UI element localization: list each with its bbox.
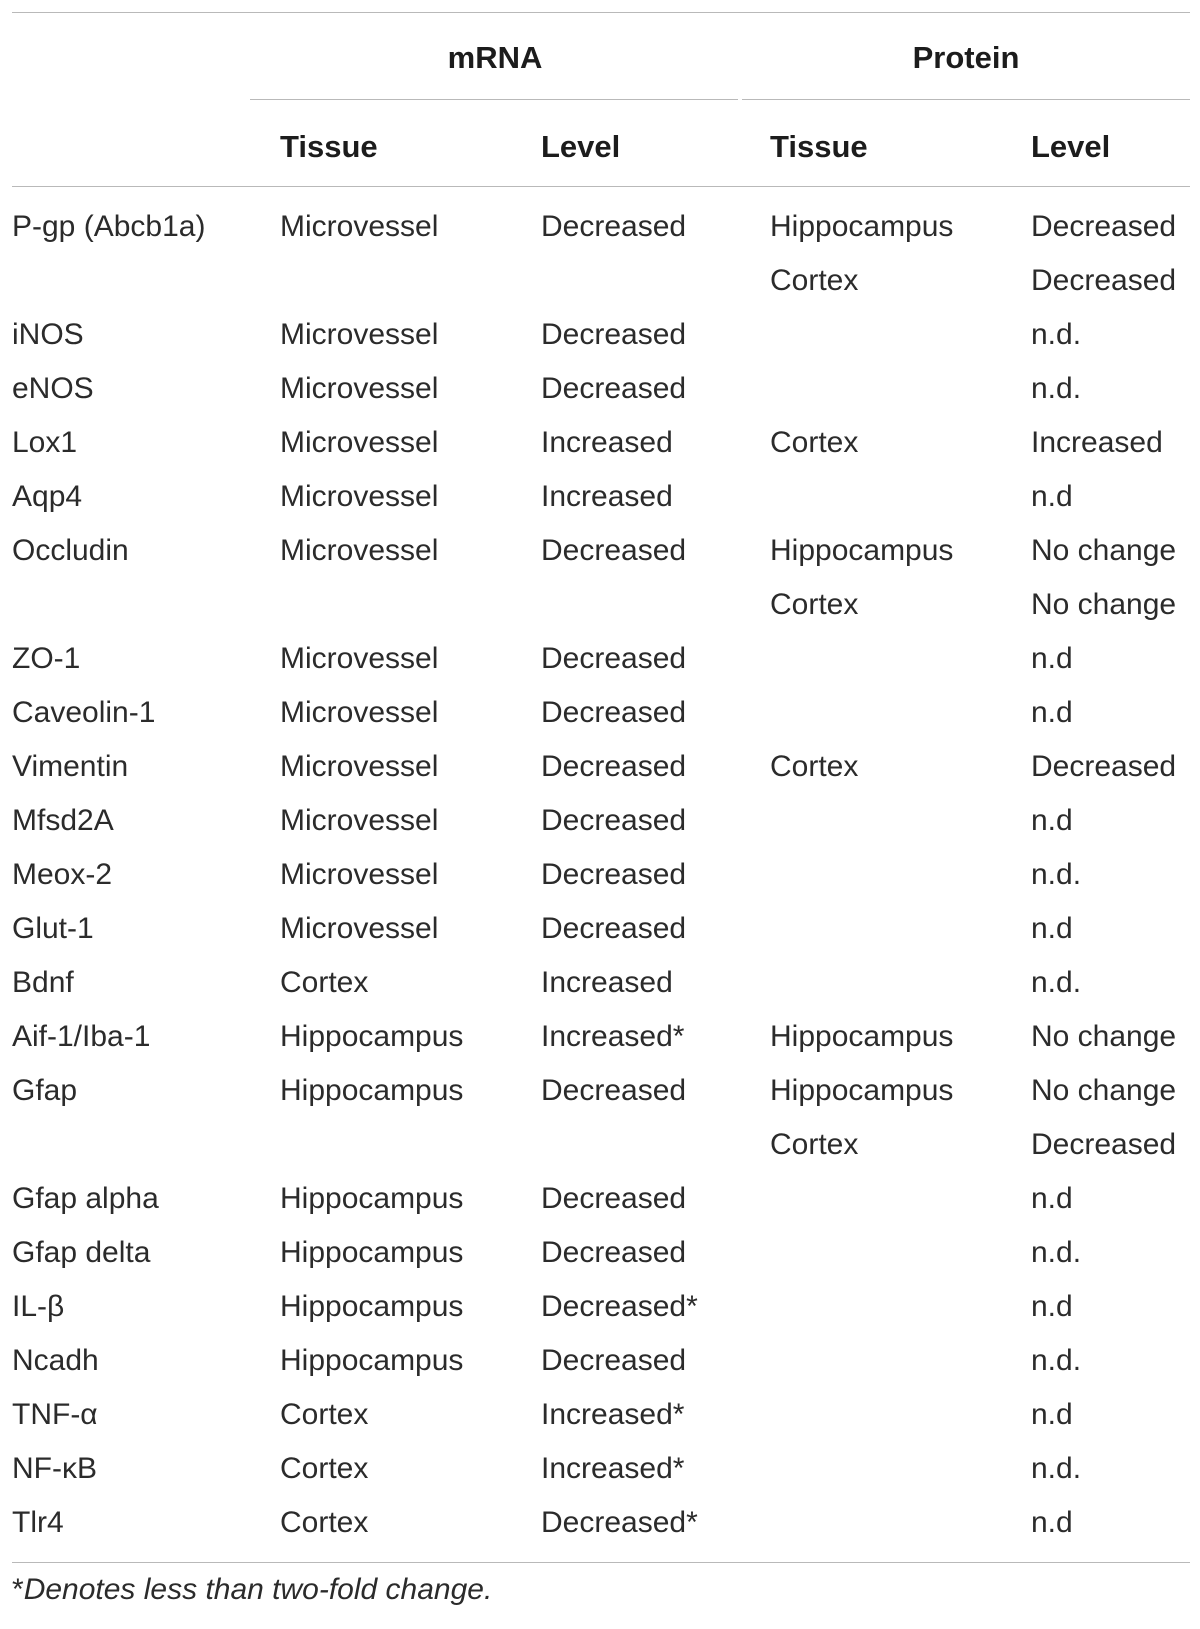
table-row xyxy=(0,1228,1190,1282)
protein-level-cell: No change xyxy=(1031,534,1177,567)
protein-level-cell: n.d xyxy=(1031,804,1073,837)
protein-level-cell: n.d xyxy=(1031,480,1073,513)
footnote-marker: * xyxy=(12,1573,24,1606)
protein-level-cell: Decreased xyxy=(1031,750,1177,783)
mrna-level-cell: Decreased xyxy=(541,912,687,945)
gene-cell: IL-β xyxy=(12,1290,65,1323)
table-row xyxy=(0,202,1190,256)
protein-level-cell: Decreased xyxy=(1031,1128,1177,1161)
table-row xyxy=(0,364,1190,418)
protein-level-cell: n.d xyxy=(1031,1290,1073,1323)
table-footnote xyxy=(12,1573,492,1607)
mrna-tissue-cell: Hippocampus xyxy=(280,1290,464,1323)
mrna-level-cell: Decreased xyxy=(541,642,687,675)
table-row xyxy=(0,1336,1190,1390)
header-bottom-rule xyxy=(12,186,1190,187)
table-row xyxy=(0,796,1190,850)
table-row xyxy=(0,1390,1190,1444)
table-row xyxy=(0,958,1190,1012)
mrna-tissue-cell: Hippocampus xyxy=(280,1074,464,1107)
protein-tissue-cell: Cortex xyxy=(770,750,859,783)
table-row xyxy=(0,472,1190,526)
gene-cell: Ncadh xyxy=(12,1344,99,1377)
gene-cell: Vimentin xyxy=(12,750,129,783)
protein-tissue-cell: Cortex xyxy=(770,264,859,297)
table-row xyxy=(0,256,1190,310)
table-row xyxy=(0,418,1190,472)
protein-tissue-cell: Cortex xyxy=(770,1128,859,1161)
gene-cell: TNF-α xyxy=(12,1398,98,1431)
table-body xyxy=(0,202,1190,1552)
protein-level-cell: n.d xyxy=(1031,642,1073,675)
mrna-tissue-cell: Microvessel xyxy=(280,426,439,459)
table-row xyxy=(0,310,1190,364)
mrna-tissue-cell: Microvessel xyxy=(280,858,439,891)
protein-level-cell: Decreased xyxy=(1031,264,1177,297)
gene-cell: NF-κB xyxy=(12,1452,97,1485)
protein-group-header: Protein xyxy=(912,40,1020,75)
table-row xyxy=(0,850,1190,904)
protein-tissue-cell: Hippocampus xyxy=(770,1020,954,1053)
gene-cell: Aif-1/Iba-1 xyxy=(12,1020,151,1053)
protein-level-cell: n.d. xyxy=(1031,858,1082,891)
mrna-level-cell: Increased xyxy=(541,480,673,513)
protein-level-cell: Decreased xyxy=(1031,210,1177,243)
mrna-level-cell: Decreased xyxy=(541,318,687,351)
protein-level-cell: No change xyxy=(1031,1020,1177,1053)
gene-cell: Meox-2 xyxy=(12,858,113,891)
table-row xyxy=(0,1282,1190,1336)
table-row xyxy=(0,580,1190,634)
gene-cell: P-gp (Abcb1a) xyxy=(12,210,206,243)
protein-level-cell: n.d xyxy=(1031,912,1073,945)
mrna-tissue-cell: Cortex xyxy=(280,1398,369,1431)
table-row xyxy=(0,1444,1190,1498)
protein-tissue-cell: Cortex xyxy=(770,426,859,459)
protein-group-rule xyxy=(742,99,1190,100)
mrna-level-cell: Increased xyxy=(541,426,673,459)
protein-level-cell: Increased xyxy=(1031,426,1163,459)
mrna-level-cell: Decreased xyxy=(541,1344,687,1377)
mrna-tissue-cell: Microvessel xyxy=(280,696,439,729)
mrna-tissue-cell: Microvessel xyxy=(280,642,439,675)
table-row xyxy=(0,742,1190,796)
mrna-tissue-cell: Microvessel xyxy=(280,318,439,351)
mrna-tissue-cell: Hippocampus xyxy=(280,1344,464,1377)
mrna-tissue-cell: Microvessel xyxy=(280,804,439,837)
gene-cell: Gfap xyxy=(12,1074,78,1107)
protein-tissue-cell: Hippocampus xyxy=(770,210,954,243)
table-row xyxy=(0,1012,1190,1066)
col-header-protein-level: Level xyxy=(1031,129,1111,164)
mrna-tissue-cell: Cortex xyxy=(280,1506,369,1539)
mrna-level-cell: Decreased xyxy=(541,696,687,729)
protein-level-cell: n.d. xyxy=(1031,1236,1082,1269)
mrna-level-cell: Increased xyxy=(541,966,673,999)
protein-level-cell: n.d xyxy=(1031,1398,1073,1431)
protein-level-cell: n.d xyxy=(1031,1182,1073,1215)
mrna-level-cell: Decreased* xyxy=(541,1506,698,1539)
protein-level-cell: n.d. xyxy=(1031,966,1082,999)
protein-level-cell: n.d. xyxy=(1031,1344,1082,1377)
mrna-tissue-cell: Microvessel xyxy=(280,750,439,783)
gene-cell: iNOS xyxy=(12,318,84,351)
mrna-level-cell: Decreased* xyxy=(541,1290,698,1323)
table-row xyxy=(0,526,1190,580)
col-header-mrna-tissue: Tissue xyxy=(280,129,378,164)
gene-cell: Gfap alpha xyxy=(12,1182,159,1215)
mrna-tissue-cell: Microvessel xyxy=(280,210,439,243)
gene-cell: Bdnf xyxy=(12,966,74,999)
protein-level-cell: No change xyxy=(1031,588,1177,621)
mrna-level-cell: Decreased xyxy=(541,1236,687,1269)
table-row xyxy=(0,904,1190,958)
mrna-tissue-cell: Cortex xyxy=(280,1452,369,1485)
table-row xyxy=(0,1174,1190,1228)
mrna-tissue-cell: Microvessel xyxy=(280,480,439,513)
mrna-group-rule xyxy=(250,99,738,100)
col-header-protein-tissue: Tissue xyxy=(770,129,868,164)
mrna-level-cell: Decreased xyxy=(541,750,687,783)
mrna-level-cell: Decreased xyxy=(541,858,687,891)
mrna-tissue-cell: Hippocampus xyxy=(280,1236,464,1269)
table-row xyxy=(0,1498,1190,1552)
gene-cell: Gfap delta xyxy=(12,1236,151,1269)
gene-cell: Tlr4 xyxy=(12,1506,64,1539)
gene-cell: Lox1 xyxy=(12,426,78,459)
protein-level-cell: n.d. xyxy=(1031,1452,1082,1485)
mrna-tissue-cell: Cortex xyxy=(280,966,369,999)
gene-cell: Glut-1 xyxy=(12,912,94,945)
mrna-level-cell: Decreased xyxy=(541,534,687,567)
mrna-level-cell: Increased* xyxy=(541,1020,685,1053)
table-row xyxy=(0,688,1190,742)
mrna-level-cell: Increased* xyxy=(541,1398,685,1431)
mrna-level-cell: Increased* xyxy=(541,1452,685,1485)
col-header-mrna-level: Level xyxy=(541,129,621,164)
table-row xyxy=(0,634,1190,688)
mrna-level-cell: Decreased xyxy=(541,1074,687,1107)
mrna-level-cell: Decreased xyxy=(541,210,687,243)
gene-cell: eNOS xyxy=(12,372,94,405)
table-top-rule xyxy=(12,12,1190,13)
protein-level-cell: n.d. xyxy=(1031,372,1082,405)
protein-tissue-cell: Hippocampus xyxy=(770,1074,954,1107)
table-row xyxy=(0,1120,1190,1174)
gene-cell: Caveolin-1 xyxy=(12,696,156,729)
mrna-tissue-cell: Microvessel xyxy=(280,534,439,567)
mrna-level-cell: Decreased xyxy=(541,1182,687,1215)
mrna-tissue-cell: Microvessel xyxy=(280,912,439,945)
protein-tissue-cell: Cortex xyxy=(770,588,859,621)
table-bottom-rule xyxy=(12,1562,1190,1563)
mrna-level-cell: Decreased xyxy=(541,804,687,837)
gene-cell: ZO-1 xyxy=(12,642,81,675)
gene-cell: Mfsd2A xyxy=(12,804,114,837)
protein-level-cell: n.d xyxy=(1031,1506,1073,1539)
mrna-tissue-cell: Microvessel xyxy=(280,372,439,405)
protein-level-cell: No change xyxy=(1031,1074,1177,1107)
footnote-text: Denotes less than two-fold change. xyxy=(23,1573,493,1606)
table-row xyxy=(0,1066,1190,1120)
mrna-level-cell: Decreased xyxy=(541,372,687,405)
mrna-group-header: mRNA xyxy=(447,40,543,75)
mrna-tissue-cell: Hippocampus xyxy=(280,1020,464,1053)
protein-tissue-cell: Hippocampus xyxy=(770,534,954,567)
protein-level-cell: n.d. xyxy=(1031,318,1082,351)
gene-cell: Aqp4 xyxy=(12,480,83,513)
gene-cell: Occludin xyxy=(12,534,129,567)
protein-level-cell: n.d xyxy=(1031,696,1073,729)
mrna-tissue-cell: Hippocampus xyxy=(280,1182,464,1215)
